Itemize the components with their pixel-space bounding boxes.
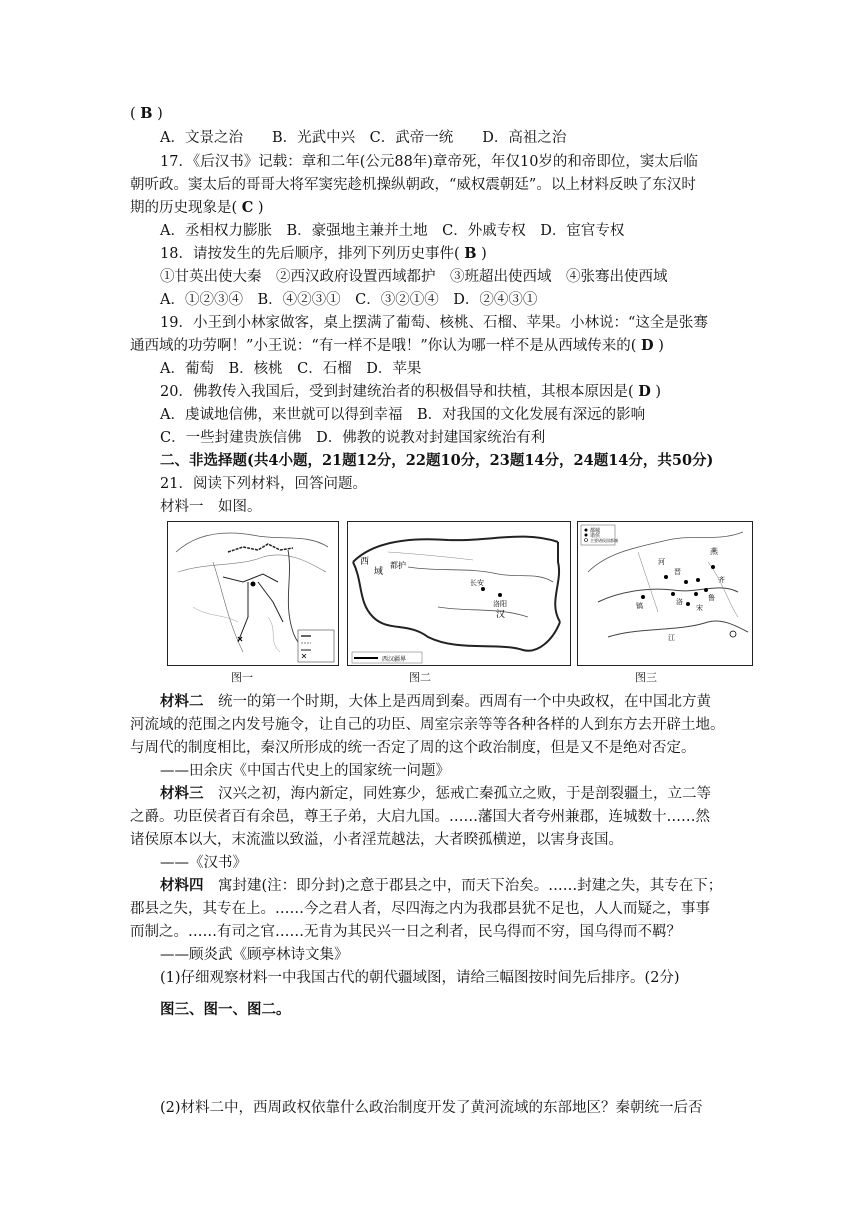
map3-legend-vassal: 诸侯 bbox=[590, 533, 601, 539]
q17-line1: 17．《后汉书》记载：章和二年(公元88年)章帝死，年仅10岁的和帝即位，窦太后临 bbox=[160, 154, 698, 170]
q17-line2: 朝听政。窦太后的哥哥大将军窦宪趁机操纵朝政，“威权震朝廷”。以上材料反映了东汉时 bbox=[130, 177, 696, 193]
material2-line3: 与周代的制度相比，秦汉所形成的统一否定了周的这个政治制度，但是又不是绝对否定。 bbox=[130, 740, 696, 756]
q18-paren-close: ) bbox=[476, 246, 487, 262]
q18-stem-text: 18．请按发生的先后顺序，排列下列历史事件( bbox=[160, 246, 465, 262]
map3-label-hao: 镐 bbox=[636, 602, 643, 610]
q20-stem-text: 20．佛教传入我国后，受到封建统治者的积极倡导和扶植，其根本原因是( bbox=[160, 384, 639, 400]
q18-stem bbox=[160, 244, 487, 264]
q20-options-1: A．虔诚地信佛，来世就可以得到幸福 B．对我国的文化发展有深远的影响 bbox=[160, 407, 646, 423]
q16-answer: B bbox=[140, 105, 153, 122]
q21-stem: 21．阅读下列材料，回答问题。 bbox=[160, 476, 367, 492]
material2-source: ——田余庆《中国古代史上的国家统一问题》 bbox=[160, 763, 450, 779]
q17-paren-close: ) bbox=[253, 200, 264, 216]
subquestion-1-answer: 图三、图一、图二。 bbox=[160, 1001, 291, 1018]
material4-line3: 而制之。……有司之官……无肯为其民兴一日之利者，民乌得而不穷，国乌得而不羁？ bbox=[130, 924, 681, 940]
map3-label-song: 宋 bbox=[696, 604, 703, 612]
material2-text1: 统一的第一个时期，大体上是西周到秦。西周有一个中央政权，在中国北方黄 bbox=[218, 694, 711, 710]
map-qin bbox=[167, 521, 339, 666]
q19-answer: D bbox=[641, 337, 654, 354]
material4-text1: 寓封建(注：即分封)之意于郡县之中，而天下治矣。……封建之失，其专在下； bbox=[218, 878, 723, 894]
map3-label-he: 河 bbox=[658, 558, 665, 566]
subquestion-1: (1)仔细观察材料一中我国古代的朝代疆域图，请给三幅图按时间先后排序。(2分) bbox=[160, 970, 680, 986]
q17-stem-end: 期的历史现象是( bbox=[130, 200, 242, 216]
section2-heading: 二、非选择题(共4小题，21题12分，22题10分，23题14分，24题14分，共50分) bbox=[160, 452, 714, 469]
material4-line2: 郡县之失，其专在上。……今之君人者，尽四海之内为我郡县犹不足也，人人而疑之，事事 bbox=[130, 901, 710, 917]
material2-line2: 河流域的范围之内发号施令，让自己的功臣、周室宗亲等等各种各样的人到东方去开辟土地。 bbox=[130, 717, 725, 733]
material4-line1 bbox=[160, 876, 722, 896]
q16-paren-close: ) bbox=[152, 106, 163, 122]
material3-label: 材料三 bbox=[160, 785, 204, 802]
map3-label-lu: 鲁 bbox=[708, 594, 715, 602]
map-western-han bbox=[347, 521, 571, 666]
map1-caption: 图一 bbox=[231, 671, 253, 684]
material1-label: 材料一 bbox=[160, 499, 204, 515]
q18-options: A．①②③④ B．④②③① C．③②①④ D．②④③① bbox=[160, 292, 538, 308]
q20-options-2: C．一些封建贵族信佛 D．佛教的说教对封建国家统治有利 bbox=[160, 430, 546, 446]
map2-label-luoyang: 洛阳 bbox=[493, 600, 507, 608]
q17-answer: C bbox=[241, 199, 254, 216]
material3-line1 bbox=[160, 784, 711, 804]
material3-line3: 诸侯原本以大，末流滥以致溢，小者淫荒越法，大者睽孤横逆，以害身丧国。 bbox=[130, 832, 623, 848]
material2-label: 材料二 bbox=[160, 693, 204, 710]
map3-label-yan: 燕 bbox=[710, 547, 718, 556]
q16-paren-open: ( bbox=[130, 106, 141, 122]
map2-legend-text: 西汉疆界 bbox=[382, 656, 407, 663]
map-western-han-drawing bbox=[348, 522, 570, 665]
q18-events: ①甘英出使大秦 ②西汉政府设置西域都护 ③班超出使西域 ④张骞出使西域 bbox=[160, 269, 668, 285]
material1-text: 如图。 bbox=[218, 499, 262, 515]
map-qin-drawing bbox=[168, 522, 338, 665]
map2-label-changan: 长安 bbox=[470, 579, 484, 587]
map3-label-luo: 洛 bbox=[676, 598, 683, 606]
map2-label-han: 汉 bbox=[496, 610, 506, 620]
q19-paren-close: ) bbox=[653, 338, 664, 354]
map2-caption: 图二 bbox=[409, 671, 431, 684]
q16-options: A．文景之治 B．光武中兴 C．武帝一统 D．高祖之治 bbox=[160, 130, 567, 146]
material4-label: 材料四 bbox=[160, 877, 204, 894]
map2-label-xi: 西 bbox=[360, 557, 370, 567]
map-western-zhou bbox=[577, 521, 753, 666]
map2-label-duhu: 都护 bbox=[390, 561, 406, 570]
subquestion-2: (2)材料二中，西周政权依靠什么政治制度开发了黄河流域的东部地区？秦朝统一后否 bbox=[160, 1100, 703, 1116]
material3-text1: 汉兴之初，海内新定，同姓寡少，惩戒亡秦孤立之败，于是剖裂疆土，立二等 bbox=[218, 786, 711, 802]
q19-options: A．葡萄 B．核桃 C．石榴 D．苹果 bbox=[160, 361, 422, 377]
material4-source: ——顾炎武《顾亭林诗文集》 bbox=[160, 947, 349, 963]
map3-legend-vassal-capital: 主要诸侯国都城 bbox=[590, 538, 618, 543]
q19-line1: 19．小王到小林家做客，桌上摆满了葡萄、核桃、石榴、苹果。小林说：“这全是张骞 bbox=[160, 315, 708, 331]
map3-caption: 图三 bbox=[635, 671, 657, 684]
q18-answer: B bbox=[464, 245, 477, 262]
material1-line bbox=[160, 497, 262, 517]
q20-paren-close: ) bbox=[650, 384, 662, 400]
q19-stem-end: 通西域的功劳啊！”小王说：“有一样不是哦！”你认为哪一样不是从西域传来的( bbox=[130, 338, 642, 354]
material3-source: ——《汉书》 bbox=[160, 855, 247, 871]
q20-answer: D bbox=[638, 383, 651, 400]
q17-options: A．丞相权力膨胀 B．豪强地主兼并土地 C．外戚专权 D．宦官专权 bbox=[160, 223, 625, 239]
map3-label-jin: 晋 bbox=[674, 568, 681, 576]
map3-label-qi: 齐 bbox=[718, 576, 725, 584]
map2-label-yu: 域 bbox=[374, 567, 384, 577]
q17-line3 bbox=[130, 198, 264, 218]
map3-legend-capital: 都城 bbox=[590, 528, 601, 534]
map-western-zhou-drawing bbox=[578, 522, 752, 665]
q16-answer-line bbox=[130, 104, 163, 124]
material2-line1 bbox=[160, 692, 711, 712]
q20-stem bbox=[160, 382, 661, 402]
material3-line2: 之爵。功臣侯者百有余邑，尊王子弟，大启九国。……藩国大者夸州兼郡，连城数十……然 bbox=[130, 809, 710, 825]
q19-line2 bbox=[130, 336, 664, 356]
map3-label-jiang: 江 bbox=[668, 634, 675, 642]
